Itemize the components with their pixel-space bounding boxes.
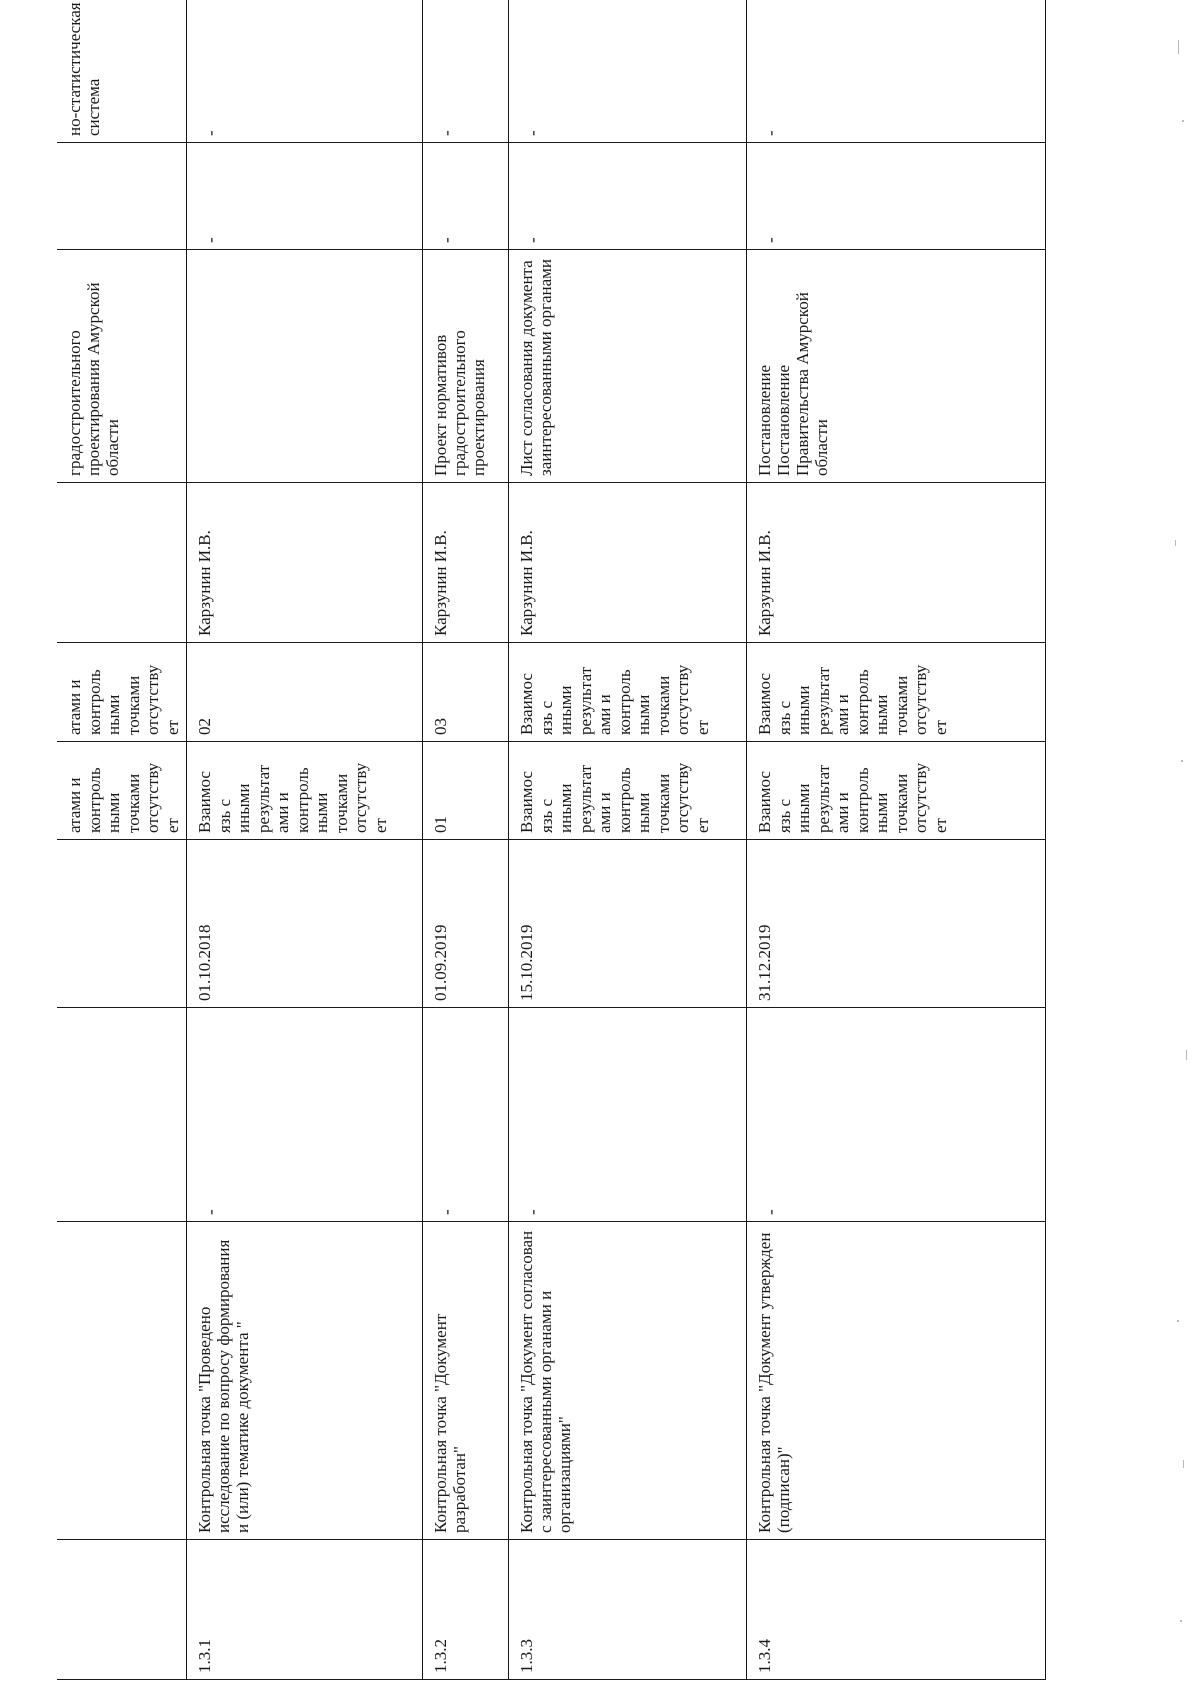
- cell-col9: [57, 143, 187, 250]
- cell-responsible: Карзунин И.В.: [509, 483, 747, 643]
- cell-name: [57, 1222, 187, 1540]
- cell-number: [57, 1540, 187, 1680]
- cell-col3: [509, 1008, 747, 1222]
- cell-document: Постановление Постановление Правительства Амурской области: [747, 250, 1046, 483]
- cell-col3: [423, 1008, 509, 1222]
- dash-text: -: [761, 1209, 780, 1215]
- cell-col3: [187, 1008, 423, 1222]
- cell-document: Проект нормативов градостроительного проектирования: [423, 250, 509, 483]
- table-row: [187, 0, 423, 1680]
- cell-system: [747, 0, 1046, 143]
- cell-relation-b: атами и контроль ными точками отсутству ет: [57, 643, 187, 742]
- cell-responsible: Карзунин И.В.: [187, 483, 423, 643]
- dash-text: -: [523, 237, 542, 243]
- cell-relation-a: Взаимос язь с иными результат ами и контроль ными точками отсутству ет: [187, 742, 423, 840]
- cell-number: 1.3.1: [187, 1540, 423, 1680]
- cell-document: [187, 250, 423, 483]
- cell-number: 1.3.4: [747, 1540, 1046, 1680]
- dash-text: -: [201, 130, 220, 136]
- cell-col3: [57, 1008, 187, 1222]
- dash-text: -: [761, 130, 780, 136]
- cell-name: Контрольная точка "Документ согласован с заинтересованными органами и организациями": [509, 1222, 747, 1540]
- cell-date: 15.10.2019: [509, 840, 747, 1008]
- cell-relation-b: Взаимос язь с иными результат ами и контроль ными точками отсутству ет: [747, 643, 1046, 742]
- table-row-continuation: [57, 0, 187, 1680]
- dash-text: -: [761, 237, 780, 243]
- cell-date: 01.09.2019: [423, 840, 509, 1008]
- scan-speck: [1178, 40, 1179, 54]
- dash-text: -: [523, 1209, 542, 1215]
- cell-relation-a: Взаимос язь с иными результат ами и контроль ными точками отсутству ет: [509, 742, 747, 840]
- cell-document: Лист согласования документа заинтересованными органами: [509, 250, 747, 483]
- dash-text: -: [437, 237, 456, 243]
- cell-document: градостроительного проектирования Амурской области: [57, 250, 187, 483]
- cell-col9: [187, 143, 423, 250]
- cell-relation-b: 03: [423, 643, 509, 742]
- scan-speck: [1181, 760, 1183, 762]
- cell-relation-a: 01: [423, 742, 509, 840]
- cell-date: 31.12.2019: [747, 840, 1046, 1008]
- control-points-table: [57, 0, 1046, 1680]
- cell-col3: [747, 1008, 1046, 1222]
- dash-text: -: [523, 130, 542, 136]
- dash-text: -: [201, 1209, 220, 1215]
- cell-responsible: [57, 483, 187, 643]
- dash-text: -: [437, 130, 456, 136]
- table-row: [423, 0, 509, 1680]
- scan-speck: [1183, 1460, 1184, 1468]
- cell-relation-b: Взаимос язь с иными результат ами и контроль ными точками отсутству ет: [509, 643, 747, 742]
- cell-responsible: Карзунин И.В.: [747, 483, 1046, 643]
- cell-relation-a: Взаимос язь с иными результат ами и контроль ными точками отсутству ет: [747, 742, 1046, 840]
- scan-speck: [1182, 120, 1184, 122]
- cell-relation-b: 02: [187, 643, 423, 742]
- table-row: [509, 0, 747, 1680]
- cell-responsible: Карзунин И.В.: [423, 483, 509, 643]
- table-row: [747, 0, 1046, 1680]
- cell-name: Контрольная точка "Документ разработан": [423, 1222, 509, 1540]
- cell-date: [57, 840, 187, 1008]
- scan-speck: [1186, 1050, 1187, 1060]
- cell-system: [509, 0, 747, 143]
- cell-system: но-статистическая система: [57, 0, 187, 143]
- cell-col9: [423, 143, 509, 250]
- scan-speck: [1180, 1620, 1182, 1622]
- cell-number: 1.3.3: [509, 1540, 747, 1680]
- scan-speck: [1175, 540, 1176, 546]
- cell-col9: [509, 143, 747, 250]
- dash-text: -: [201, 237, 220, 243]
- cell-system: [187, 0, 423, 143]
- cell-name: Контрольная точка "Проведено исследование по вопросу формирования и (или) тематике документа ": [187, 1222, 423, 1540]
- cell-number: 1.3.2: [423, 1540, 509, 1680]
- rotated-table-wrapper: [57, 2, 1024, 1680]
- dash-text: -: [437, 1209, 456, 1215]
- cell-col9: [747, 143, 1046, 250]
- scan-speck: [1177, 1320, 1179, 1322]
- cell-name: Контрольная точка "Документ утвержден (подписан)": [747, 1222, 1046, 1540]
- cell-relation-a: атами и контроль ными точками отсутству ет: [57, 742, 187, 840]
- cell-system: [423, 0, 509, 143]
- cell-date: 01.10.2018: [187, 840, 423, 1008]
